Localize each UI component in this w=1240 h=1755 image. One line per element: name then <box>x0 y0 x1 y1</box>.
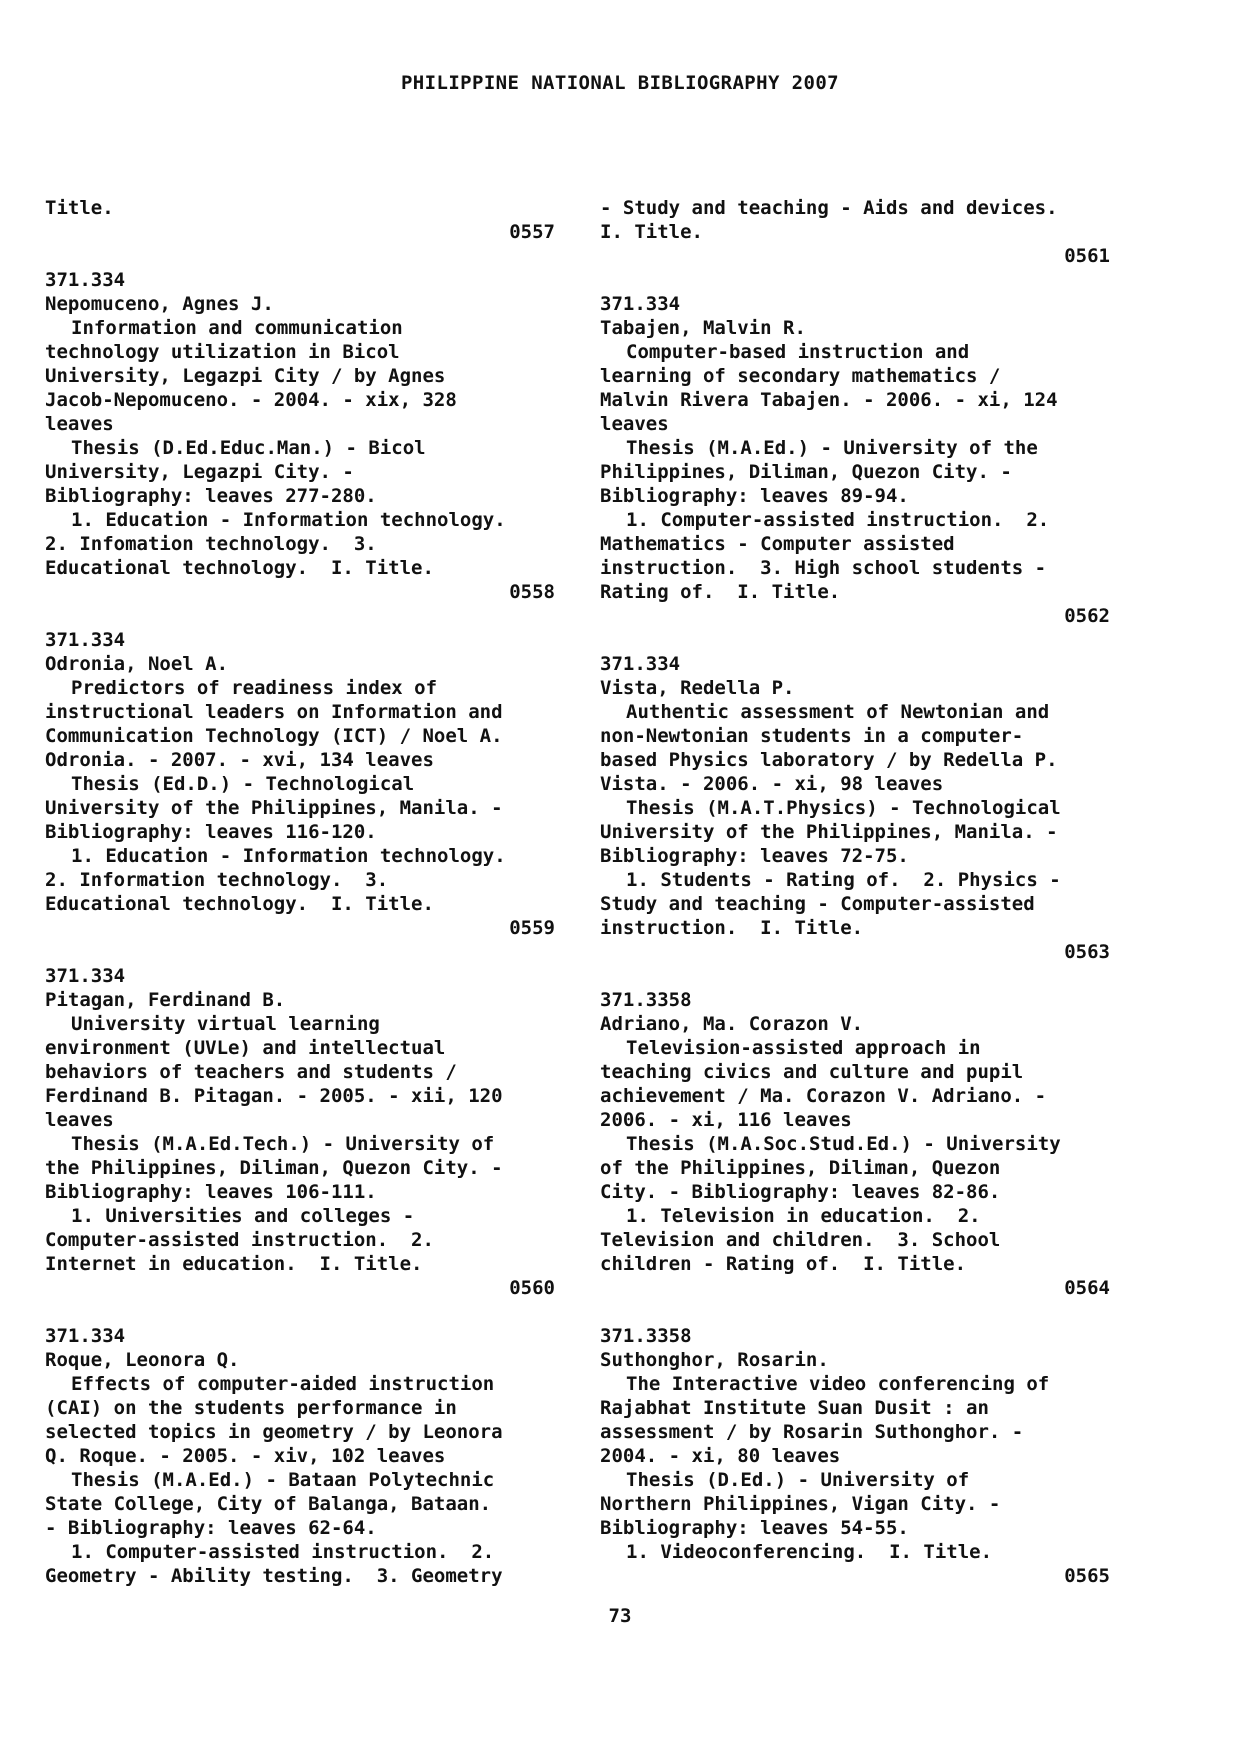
entry-line: 371.3358 <box>600 1325 692 1347</box>
bibliography-entry <box>45 1324 555 1588</box>
entry-line: teaching civics and culture and pupil <box>600 1061 1024 1083</box>
entry-number: 0563 <box>1064 941 1110 963</box>
bibliography-entry <box>45 268 555 604</box>
entry-spacer <box>45 604 555 628</box>
entry-line: - Bibliography: leaves 62-64. <box>45 1517 377 1539</box>
entry-line: Rating of. I. Title. <box>600 581 841 603</box>
entry-line: instruction. I. Title. <box>600 917 864 939</box>
entry-line: leaves <box>600 413 669 435</box>
entry-line: Malvin Rivera Tabajen. - 2006. - xi, 124 <box>600 389 1058 411</box>
entry-line: behaviors of teachers and students / <box>45 1061 457 1083</box>
entry-line: Mathematics - Computer assisted <box>600 533 955 555</box>
entry-line: 1. Education - Information technology. <box>71 509 506 531</box>
entry-line: of the Philippines, Diliman, Quezon <box>600 1157 1001 1179</box>
bibliography-entry <box>45 196 555 244</box>
entry-number: 0565 <box>1064 1565 1110 1587</box>
entry-number: 0562 <box>1064 605 1110 627</box>
entry-line: Northern Philippines, Vigan City. - <box>600 1493 1001 1515</box>
entry-number: 0559 <box>509 917 555 939</box>
entry-spacer <box>600 964 1110 988</box>
entry-line: 2. Information technology. 3. <box>45 869 389 891</box>
entry-line: 371.3358 <box>600 989 692 1011</box>
entry-line: University of the Philippines, Manila. - <box>600 821 1058 843</box>
entry-line: Thesis (D.Ed.Educ.Man.) - Bicol <box>71 437 426 459</box>
entry-line: Thesis (M.A.Ed.) - Bataan Polytechnic <box>71 1469 495 1491</box>
entry-number: 0564 <box>1064 1277 1110 1299</box>
entry-line: Thesis (M.A.Ed.Tech.) - University of <box>71 1133 495 1155</box>
entry-spacer <box>600 268 1110 292</box>
entry-line: Jacob-Nepomuceno. - 2004. - xix, 328 <box>45 389 457 411</box>
entry-line: University, Legazpi City. - <box>45 461 354 483</box>
entry-line: environment (UVLe) and intellectual <box>45 1037 446 1059</box>
entry-line: I. Title. <box>600 221 703 243</box>
entry-line: Title. <box>45 197 114 219</box>
entry-line: University, Legazpi City / by Agnes <box>45 365 446 387</box>
entry-line: (CAI) on the students performance in <box>45 1397 457 1419</box>
entry-line: Thesis (Ed.D.) - Technological <box>71 773 415 795</box>
entry-line: Suthonghor, Rosarin. <box>600 1349 829 1371</box>
entry-line: Computer-based instruction and <box>626 341 970 363</box>
bibliography-entry <box>600 1324 1110 1588</box>
entry-line: 371.334 <box>600 293 681 315</box>
entry-line: Thesis (D.Ed.) - University of <box>626 1469 970 1491</box>
entry-number: 0557 <box>509 221 555 243</box>
entry-line: 1. Computer-assisted instruction. 2. <box>626 509 1050 531</box>
entry-spacer <box>600 628 1110 652</box>
entry-line: Vista. - 2006. - xi, 98 leaves <box>600 773 944 795</box>
entry-line: 1. Videoconferencing. I. Title. <box>626 1541 993 1563</box>
entry-line: University virtual learning <box>71 1013 380 1035</box>
entry-line: The Interactive video conferencing of <box>626 1373 1050 1395</box>
bibliography-entry <box>45 964 555 1300</box>
entry-number: 0560 <box>509 1277 555 1299</box>
entry-line: the Philippines, Diliman, Quezon City. - <box>45 1157 503 1179</box>
entry-line: Educational technology. I. Title. <box>45 557 434 579</box>
bibliography-entry <box>600 652 1110 964</box>
entry-line: Q. Roque. - 2005. - xiv, 102 leaves <box>45 1445 446 1467</box>
entry-line: 371.334 <box>45 269 126 291</box>
entry-line: 2006. - xi, 116 leaves <box>600 1109 852 1131</box>
entry-line: Odronia, Noel A. <box>45 653 229 675</box>
entry-line: Authentic assessment of Newtonian and <box>626 701 1050 723</box>
entry-line: State College, City of Balanga, Bataan. <box>45 1493 492 1515</box>
entry-line: 371.334 <box>45 629 126 651</box>
bibliography-entry <box>600 988 1110 1300</box>
entry-line: Television and children. 3. School <box>600 1229 1001 1251</box>
page-number: 73 <box>608 1605 632 1627</box>
bibliography-entry <box>600 196 1110 268</box>
entry-line: 1. Students - Rating of. 2. Physics - <box>626 869 1061 891</box>
entry-line: Television-assisted approach in <box>626 1037 981 1059</box>
entry-line: Adriano, Ma. Corazon V. <box>600 1013 864 1035</box>
entry-line: Rajabhat Institute Suan Dusit : an <box>600 1397 989 1419</box>
entry-line: Computer-assisted instruction. 2. <box>45 1229 434 1251</box>
entry-spacer <box>45 940 555 964</box>
entry-line: 1. Universities and colleges - <box>71 1205 415 1227</box>
entry-line: Predictors of readiness index of <box>71 677 438 699</box>
entry-line: instruction. 3. High school students - <box>600 557 1047 579</box>
entry-line: University of the Philippines, Manila. - <box>45 797 503 819</box>
entry-line: 371.334 <box>600 653 681 675</box>
entry-line: Information and communication <box>71 317 403 339</box>
entry-line: Odronia. - 2007. - xvi, 134 leaves <box>45 749 434 771</box>
entry-line: Bibliography: leaves 72-75. <box>600 845 909 867</box>
bibliography-entry <box>45 628 555 940</box>
entry-line: Thesis (M.A.Ed.) - University of the <box>626 437 1038 459</box>
entry-line: leaves <box>45 1109 114 1131</box>
entry-line: - Study and teaching - Aids and devices. <box>600 197 1058 219</box>
entry-line: 371.334 <box>45 1325 126 1347</box>
entry-line: Educational technology. I. Title. <box>45 893 434 915</box>
entry-line: Communication Technology (ICT) / Noel A. <box>45 725 503 747</box>
entry-spacer <box>45 244 555 268</box>
entry-line: assessment / by Rosarin Suthonghor. - <box>600 1421 1024 1443</box>
entry-line: Thesis (M.A.T.Physics) - Technological <box>626 797 1061 819</box>
entry-line: Nepomuceno, Agnes J. <box>45 293 274 315</box>
entry-line: non-Newtonian students in a computer- <box>600 725 1024 747</box>
entry-line: 371.334 <box>45 965 126 987</box>
entry-line: selected topics in geometry / by Leonora <box>45 1421 503 1443</box>
entry-line: children - Rating of. I. Title. <box>600 1253 967 1275</box>
entry-line: Internet in education. I. Title. <box>45 1253 423 1275</box>
right-column <box>600 196 1110 1588</box>
entry-line: Bibliography: leaves 116-120. <box>45 821 377 843</box>
entry-number: 0558 <box>509 581 555 603</box>
left-column <box>45 196 555 1588</box>
entry-line: Geometry - Ability testing. 3. Geometry <box>45 1565 503 1587</box>
entry-number: 0561 <box>1064 245 1110 267</box>
entry-line: 2004. - xi, 80 leaves <box>600 1445 841 1467</box>
entry-line: based Physics laboratory / by Redella P. <box>600 749 1058 771</box>
entry-line: 1. Television in education. 2. <box>626 1205 981 1227</box>
entry-spacer <box>600 1300 1110 1324</box>
entry-line: leaves <box>45 413 114 435</box>
entry-line: Effects of computer-aided instruction <box>71 1373 495 1395</box>
running-header: PHILIPPINE NATIONAL BIBLIOGRAPHY 2007 <box>400 72 840 94</box>
entry-line: 1. Computer-assisted instruction. 2. <box>71 1541 495 1563</box>
entry-spacer <box>45 1300 555 1324</box>
entry-line: Pitagan, Ferdinand B. <box>45 989 286 1011</box>
entry-line: instructional leaders on Information and <box>45 701 503 723</box>
entry-line: 2. Infomation technology. 3. <box>45 533 377 555</box>
entry-line: Bibliography: leaves 54-55. <box>600 1517 909 1539</box>
entry-line: Bibliography: leaves 106-111. <box>45 1181 377 1203</box>
entry-line: Bibliography: leaves 277-280. <box>45 485 377 507</box>
entry-line: Study and teaching - Computer-assisted <box>600 893 1035 915</box>
bibliography-entry <box>600 292 1110 628</box>
entry-line: Ferdinand B. Pitagan. - 2005. - xii, 120 <box>45 1085 503 1107</box>
entry-line: technology utilization in Bicol <box>45 341 400 363</box>
entry-line: Thesis (M.A.Soc.Stud.Ed.) - University <box>626 1133 1061 1155</box>
entry-line: achievement / Ma. Corazon V. Adriano. - <box>600 1085 1047 1107</box>
entry-line: Vista, Redella P. <box>600 677 795 699</box>
entry-line: Bibliography: leaves 89-94. <box>600 485 909 507</box>
entry-line: Roque, Leonora Q. <box>45 1349 240 1371</box>
entry-line: Philippines, Diliman, Quezon City. - <box>600 461 1012 483</box>
entry-line: 1. Education - Information technology. <box>71 845 506 867</box>
entry-line: learning of secondary mathematics / <box>600 365 1001 387</box>
entry-line: Tabajen, Malvin R. <box>600 317 806 339</box>
entry-line: City. - Bibliography: leaves 82-86. <box>600 1181 1001 1203</box>
